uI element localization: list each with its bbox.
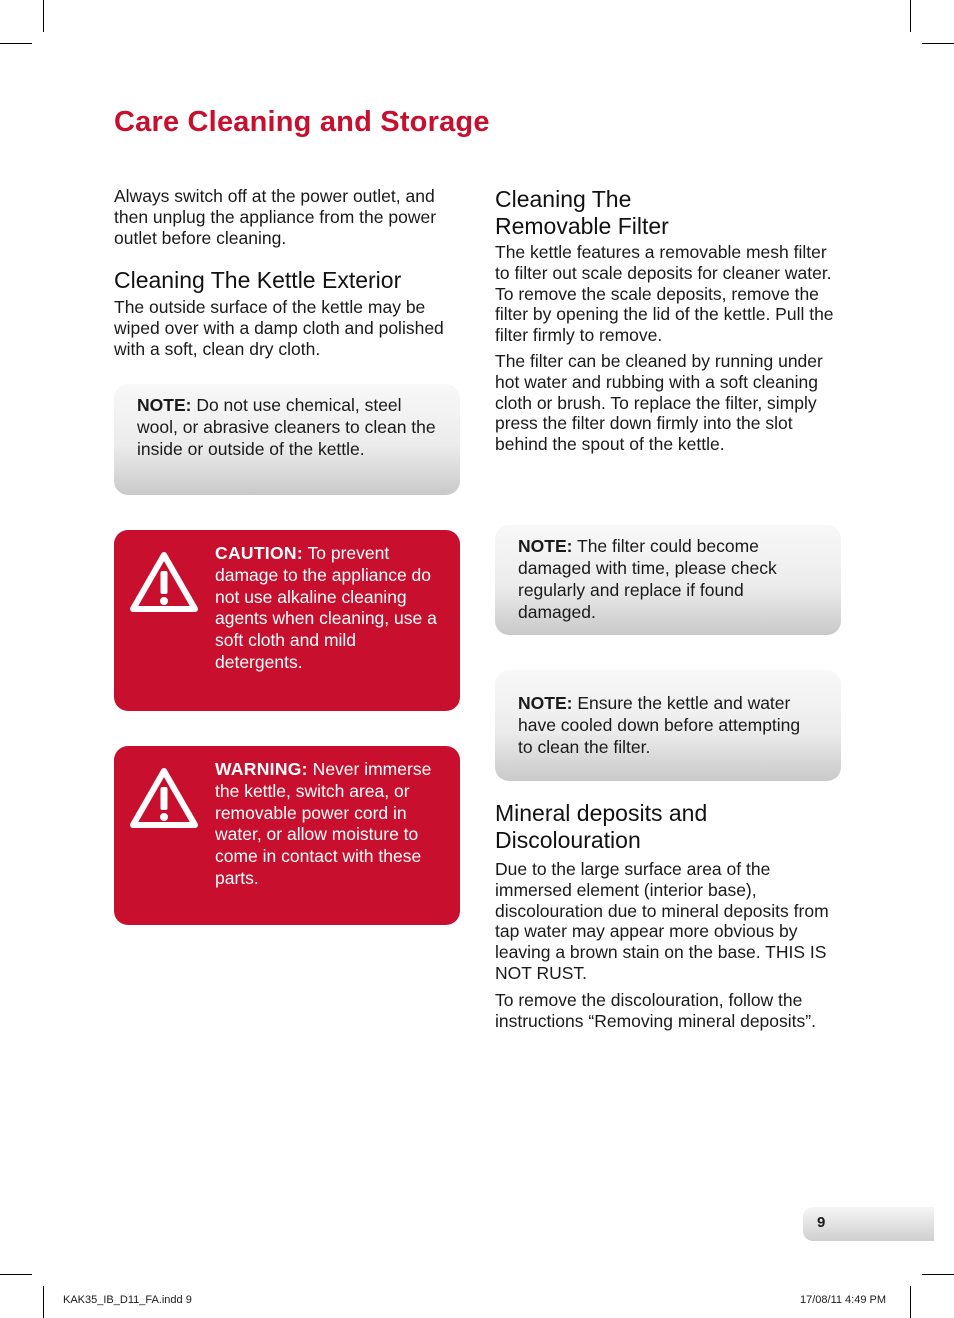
note-text: The filter could become damaged with time, please check regularly and replace if found damaged. xyxy=(518,536,777,622)
caution-box xyxy=(114,530,460,711)
note-label: NOTE: xyxy=(137,395,192,415)
exterior-heading: Cleaning The Kettle Exterior xyxy=(114,267,402,294)
crop-mark xyxy=(910,0,911,32)
slug-file-info: KAK35_IB_D11_FA.indd 9 xyxy=(63,1294,192,1306)
note-label: NOTE: xyxy=(518,536,573,556)
crop-mark xyxy=(43,0,44,32)
caution-text: To prevent damage to the appliance do not use alkaline cleaning agents when cleaning, use a soft cloth and mild detergents. xyxy=(215,543,437,672)
slug-timestamp: 17/08/11 4:49 PM xyxy=(800,1294,887,1306)
note-box-chemicals xyxy=(114,384,460,495)
mineral-text-1: Due to the large surface area of the immersed element (interior base), discolouration due to mineral deposits from tap water may appear more obvious by leaving a brown stain on the base. THIS IS NOT RUST. xyxy=(495,859,829,983)
intro-text: Always switch off at the power outlet, and then unplug the appliance from the power outlet before cleaning. xyxy=(114,186,437,248)
caution-label: CAUTION: xyxy=(215,543,303,563)
crop-mark xyxy=(922,1274,954,1275)
note-text: Ensure the kettle and water have cooled down before attempting to clean the filter. xyxy=(518,693,801,757)
warning-triangle-icon xyxy=(128,766,200,830)
note-box-filter-damage xyxy=(495,525,841,635)
note-label: NOTE: xyxy=(518,693,573,713)
exterior-text: The outside surface of the kettle may be wiped over with a damp cloth and polished with a soft, clean dry cloth. xyxy=(114,297,444,359)
filter-text-2: The filter can be cleaned by running under hot water and rubbing with a soft cleaning cloth or brush. To replace the filter, simply press the filter down firmly into the slot behind the spout of the kettle. xyxy=(495,350,823,455)
warning-text: Never immerse the kettle, switch area, or removable power cord in water, or allow moisture to come in contact with these parts. xyxy=(215,759,432,888)
page-number: 9 xyxy=(817,1214,826,1231)
page-title: Care Cleaning and Storage xyxy=(114,106,490,138)
left-column xyxy=(114,186,460,360)
filter-heading: Cleaning The Removable Filter xyxy=(495,186,669,239)
mineral-heading: Mineral deposits and Discolouration xyxy=(495,800,708,853)
warning-box xyxy=(114,746,460,925)
filter-text-1: The kettle features a removable mesh filter to filter out scale deposits for cleaner water. To remove the scale deposits, remove the filter by opening the lid of the kettle. Pull the filter firmly to remove. xyxy=(495,242,834,346)
crop-mark xyxy=(910,1286,911,1318)
page-number-tab xyxy=(803,1207,934,1241)
warning-label: WARNING: xyxy=(215,759,308,779)
note-box-cool-down xyxy=(495,670,841,781)
crop-mark xyxy=(0,43,32,44)
crop-mark xyxy=(43,1286,44,1318)
mineral-section xyxy=(495,800,841,1031)
crop-mark xyxy=(922,43,954,44)
warning-triangle-icon xyxy=(128,550,200,614)
right-column xyxy=(495,186,841,455)
note-text: Do not use chemical, steel wool, or abrasive cleaners to clean the inside or outside of the kettle. xyxy=(137,395,436,459)
crop-mark xyxy=(0,1274,32,1275)
mineral-text-2: To remove the discolouration, follow the instructions “Removing mineral deposits”. xyxy=(495,989,816,1031)
